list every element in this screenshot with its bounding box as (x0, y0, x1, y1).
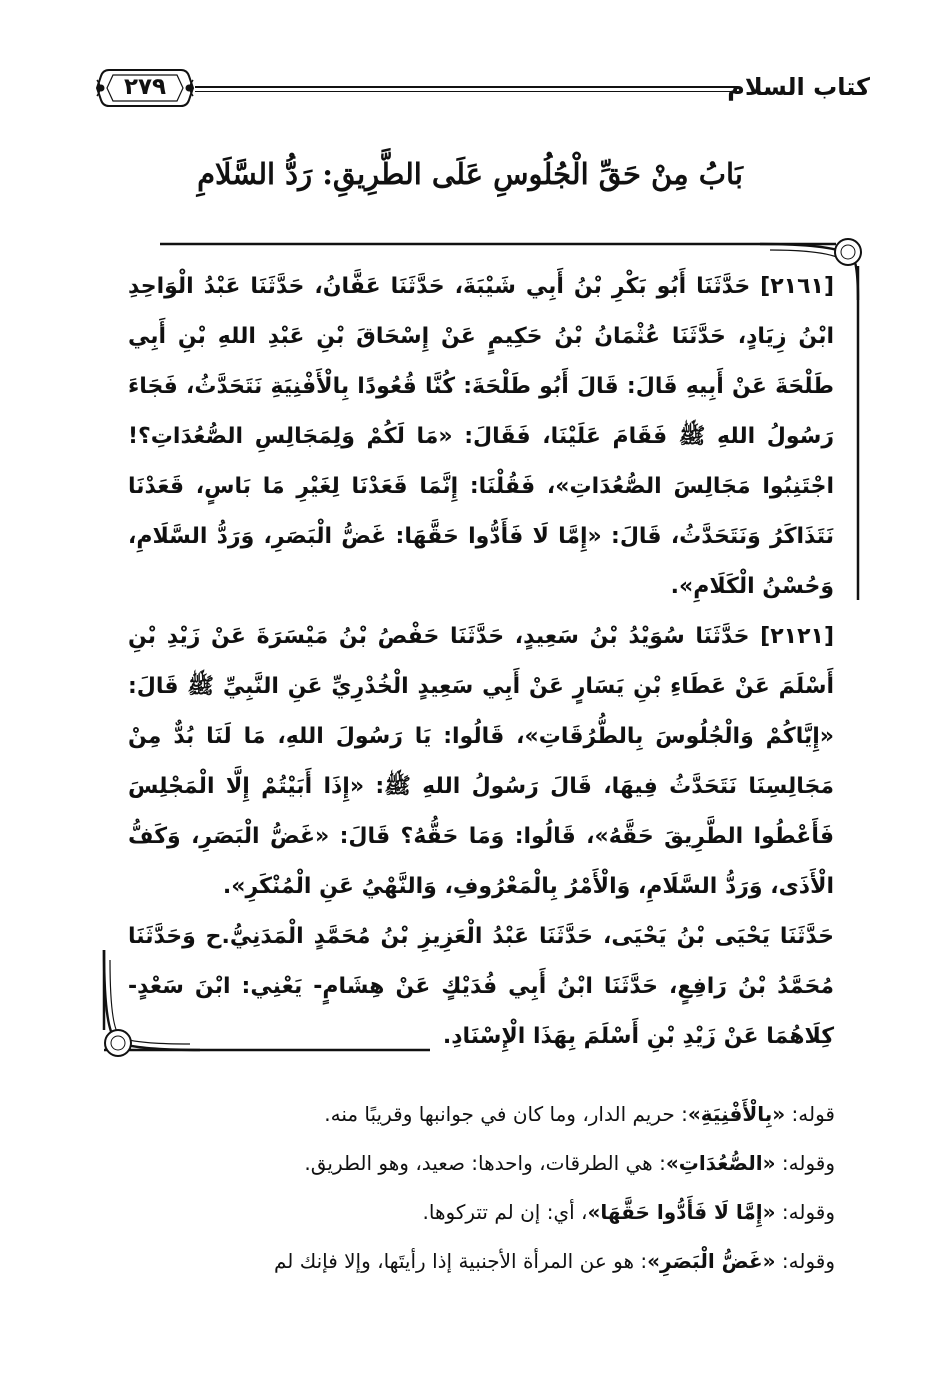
note-text: : حريم الدار، وما كان في جوانبها وقريبًا منه. (324, 1102, 688, 1126)
note-lead: قوله: (785, 1102, 835, 1126)
note-term: «إِمَّا لَا فَأَدُّوا حَقَّهَا» (587, 1200, 776, 1224)
book-title: كتاب السلام (727, 73, 870, 101)
note-text: ، أي: إن لم تتركوها. (422, 1200, 588, 1224)
note-lead: وقوله: (775, 1200, 835, 1224)
note-term: «الصُّعُدَاتِ» (665, 1151, 776, 1175)
hadith-block (128, 262, 834, 1062)
note-item (80, 1188, 835, 1237)
hadith-2121: [٢١٢١] حَدَّثَنَا سُوَيْدُ بْنُ سَعِيدٍ، حَدَّثَنَا حَفْصُ بْنُ مَيْسَرَةَ عَنْ زَيْدِ بْنِ أَسْلَمَ عَنْ عَطَاءِ بْنِ يَسَارٍ عَنْ أَبِي سَعِيدٍ الْخُدْرِيِّ عَنِ النَّبِيِّ ﷺ قَالَ: «إِيَّاكُمْ وَالْجُلُوسَ بِالطُّرُقَاتِ»، قَالُوا: يَا رَسُولَ اللهِ، مَا لَنَا بُدٌّ مِنْ مَجَالِسِنَا نَتَحَدَّثُ فِيهَا، قَالَ رَسُولُ اللهِ ﷺ: «إِذَا أَبَيْتُمْ إِلَّا الْمَجْلِسَ فَأَعْطُوا الطَّرِيقَ حَقَّهُ»، قَالُوا: وَمَا حَقُّهُ؟ قَالَ: «غَضُّ الْبَصَرِ، وَكَفُّ الْأَذَى، وَرَدُّ السَّلَامِ، وَالْأَمْرُ بِالْمَعْرُوفِ، وَالنَّهْيُ عَنِ الْمُنْكَرِ». (128, 624, 834, 899)
commentary-notes (80, 1090, 835, 1286)
note-term: «غَضُّ الْبَصَرِ» (647, 1249, 776, 1273)
page-number: ٢٧٩ (123, 74, 167, 100)
note-item (80, 1139, 835, 1188)
note-text: : هو عن المرأة الأجنبية إذا رأيتَها، وإلا فإنك لم (273, 1249, 648, 1273)
note-lead: وقوله: (775, 1151, 835, 1175)
hadith-isnad-note: حَدَّثَنَا يَحْيَى بْنُ يَحْيَى، حَدَّثَنَا عَبْدُ الْعَزِيزِ بْنُ مُحَمَّدٍ الْمَدَنِيُّ.ح وَحَدَّثَنَا مُحَمَّدُ بْنُ رَافِعٍ، حَدَّثَنَا ابْنُ أَبِي فُدَيْكٍ عَنْ هِشَامٍ- يَعْنِي: ابْنَ سَعْدٍ- كِلَاهُمَا عَنْ زَيْدِ بْنِ أَسْلَمَ بِهَذَا الْإِسْنَادِ. (128, 924, 834, 1049)
hadith-2161: [٢١٦١] حَدَّثَنَا أَبُو بَكْرِ بْنُ أَبِي شَيْبَةَ، حَدَّثَنَا عَفَّانُ، حَدَّثَنَا عَبْدُ الْوَاحِدِ ابْنُ زِيَادٍ، حَدَّثَنَا عُثْمَانُ بْنُ حَكِيمٍ عَنْ إِسْحَاقَ بْنِ عَبْدِ اللهِ بْنِ أَبِي طَلْحَةَ عَنْ أَبِيهِ قَالَ: قَالَ أَبُو طَلْحَةَ: كُنَّا قُعُودًا بِالْأَفْنِيَةِ نَتَحَدَّثُ، فَجَاءَ رَسُولُ اللهِ ﷺ فَقَامَ عَلَيْنَا، فَقَالَ: «مَا لَكُمْ وَلِمَجَالِسِ الصُّعُدَاتِ؟! اجْتَنِبُوا مَجَالِسَ الصُّعُدَاتِ»، فَقُلْنَا: إِنَّمَا قَعَدْنَا لِغَيْرِ مَا بَاسٍ، قَعَدْنَا نَتَذَاكَرُ وَنَتَحَدَّثُ، قَالَ: «إِمَّا لَا فَأَدُّوا حَقَّهَا: غَضُّ الْبَصَرِ، وَرَدُّ السَّلَامِ، وَحُسْنُ الْكَلَامِ». (128, 274, 834, 599)
note-item (80, 1237, 835, 1286)
chapter-heading: بَابُ مِنْ حَقِّ الْجُلُوسِ عَلَى الطَّرِيقِ: رَدُّ السَّلَامِ (197, 157, 743, 191)
note-lead: وقوله: (775, 1249, 835, 1273)
note-item (80, 1090, 835, 1139)
note-term: «بِالْأَفْنِيَةِ» (687, 1102, 786, 1126)
note-text: : هي الطرقات، واحدها: صعيد، وهو الطريق. (304, 1151, 666, 1175)
